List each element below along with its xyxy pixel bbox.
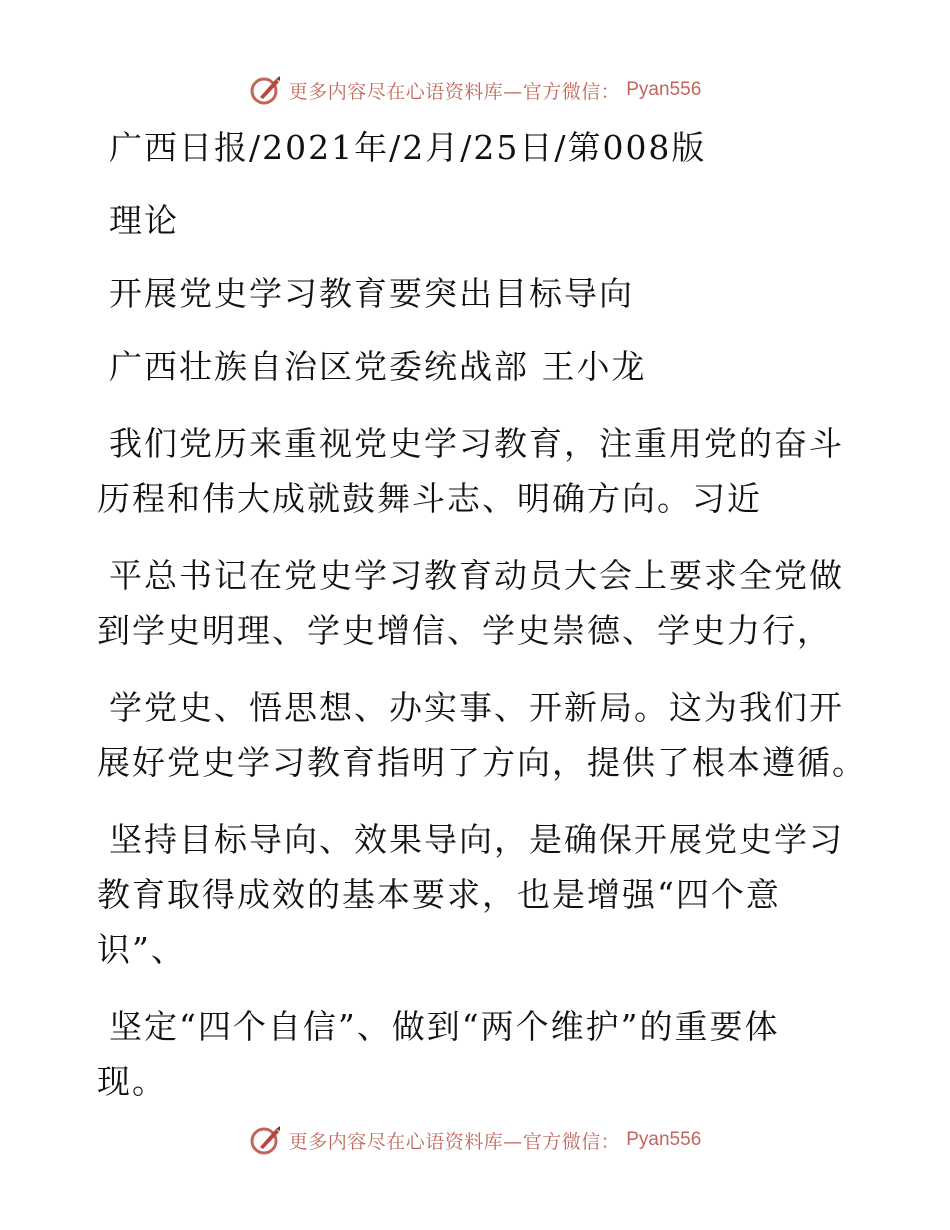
paragraph-line: 坚定“四个自信”、做到“两个维护”的重要体 <box>109 1007 780 1046</box>
paragraph-line: 学党史、悟思想、办实事、开新局。这为我们开 <box>109 688 844 727</box>
paragraph <box>97 680 867 790</box>
paragraph-line: 到学史明理、学史增信、学史崇德、学史力行， <box>97 611 832 650</box>
paragraph-line: 坚持目标导向、效果导向，是确保开展党史学习 <box>109 820 844 859</box>
paragraph <box>97 812 844 977</box>
paragraph <box>97 548 844 658</box>
watermark-header <box>0 70 950 110</box>
paragraph-line: 现。 <box>97 1062 167 1101</box>
paragraph <box>97 416 844 526</box>
document-body <box>97 120 867 1109</box>
watermark-footer <box>0 1120 950 1160</box>
dateline: 广西日报/2021年/2月/25日/第008版 <box>109 128 707 167</box>
article-author: 广西壮族自治区党委统战部 王小龙 <box>109 347 647 386</box>
section-label: 理论 <box>109 201 179 240</box>
paragraph-line: 历程和伟大成就鼓舞斗志、明确方向。习近 <box>97 479 762 518</box>
paragraph-line: 展好党史学习教育指明了方向，提供了根本遵循。 <box>97 743 867 782</box>
paragraph-line: 我们党历来重视党史学习教育，注重用党的奋斗 <box>109 424 844 463</box>
article-title: 开展党史学习教育要突出目标导向 <box>109 274 634 313</box>
paragraph-line: 教育取得成效的基本要求，也是增强“四个意 <box>97 875 781 914</box>
paragraph <box>97 999 837 1109</box>
watermark-wechat-id: Pyan556 <box>626 79 702 100</box>
watermark-text: 更多内容尽在心语资料库—官方微信： <box>288 1130 621 1153</box>
paragraph-line: 识”、 <box>97 930 186 969</box>
quill-logo-icon <box>249 73 283 107</box>
watermark-text: 更多内容尽在心语资料库—官方微信： <box>288 80 621 103</box>
paragraph-line: 平总书记在党史学习教育动员大会上要求全党做 <box>109 556 844 595</box>
quill-logo-icon <box>249 1123 283 1157</box>
watermark-wechat-id: Pyan556 <box>626 1129 702 1150</box>
